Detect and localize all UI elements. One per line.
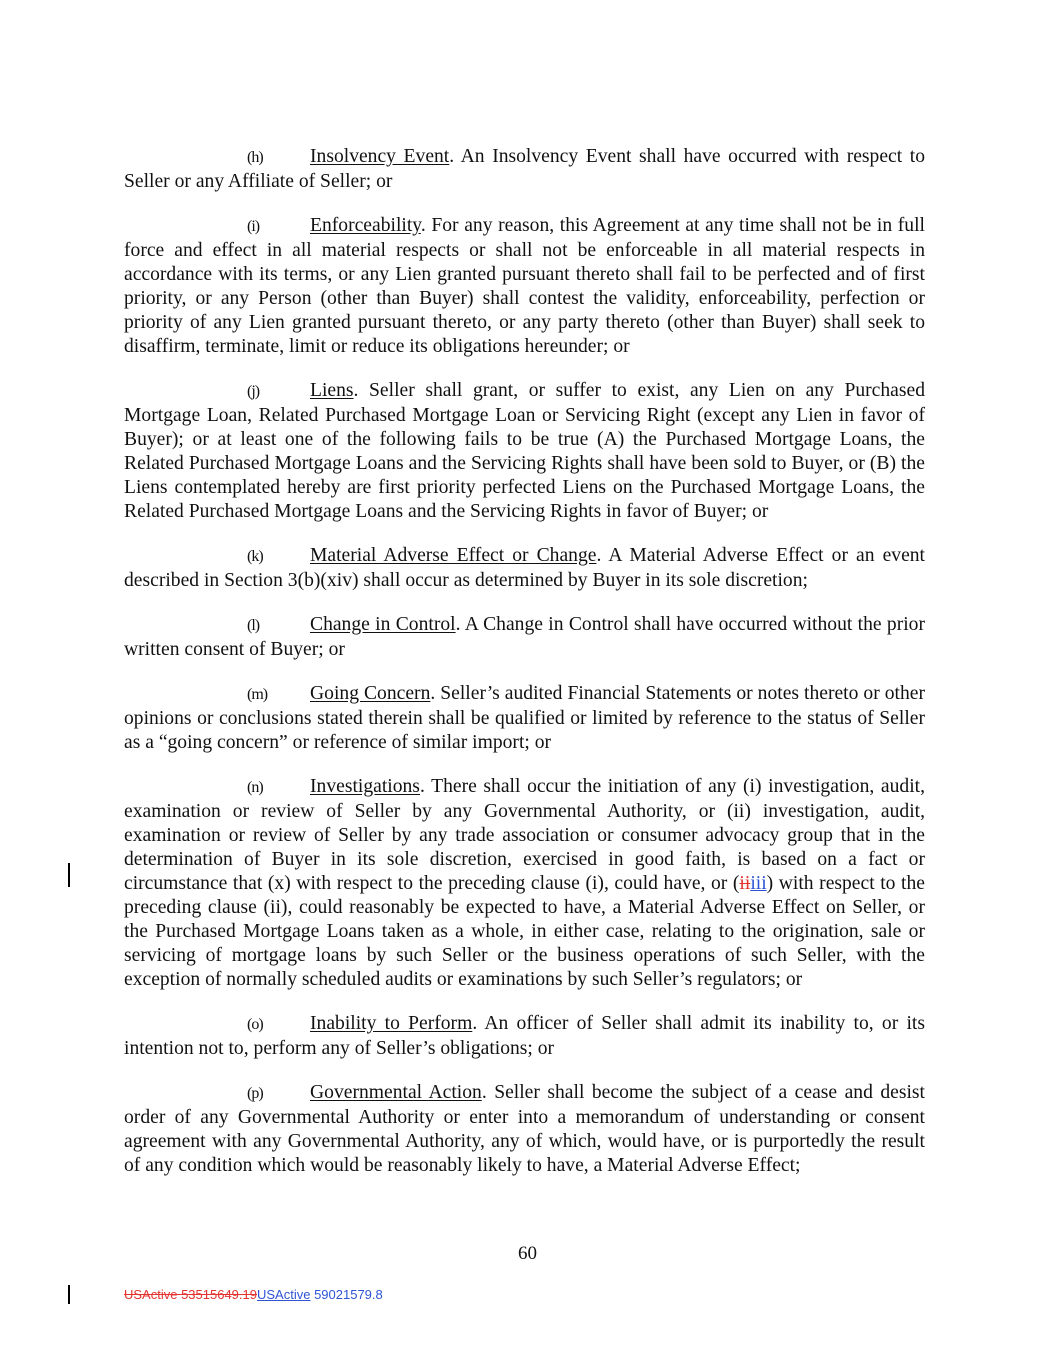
section-label: (l) [247, 617, 260, 634]
section-i [124, 214, 925, 359]
section-label: (i) [247, 218, 260, 235]
page-number: 60 [518, 1243, 537, 1264]
section-heading: Investigations [310, 776, 420, 797]
section-label: (p) [247, 1085, 263, 1102]
change-bar [68, 863, 70, 887]
section-m [124, 682, 925, 755]
section-label: (n) [247, 779, 263, 796]
section-heading: Enforceability [310, 215, 421, 236]
section-heading: Insolvency Event [310, 146, 450, 167]
section-o [124, 1012, 925, 1061]
section-label: (k) [247, 548, 263, 565]
footer-inserted-number: 59021579.8 [310, 1287, 383, 1302]
section-text: . For any reason, this Agreement at any time shall not be in full force and effect in all material respects or shall not be enforceable in all material respects in accordance with its terms, or any Lien granted pursuant thereto shall fail to be perfected and of first priority, or any Person (other than Buyer) shall contest the validity, enforceability, perfection or priority of any Lien granted pursuant thereto, or any party thereto (other than Buyer) shall seek to disaffirm, terminate, limit or reduce its obligations hereunder; or [124, 215, 925, 357]
section-heading: Change in Control [310, 614, 456, 635]
section-p [124, 1081, 925, 1178]
section-label: (o) [247, 1016, 263, 1033]
section-text: . Seller’s audited Financial Statements or notes thereto or other opinions or conclusions stated therein shall be qualified or limited by reference to the status of Seller as a “going concern” or reference of similar import; or [124, 683, 925, 753]
inserted-text: iii [750, 873, 767, 894]
deleted-text: ii [739, 873, 751, 894]
section-label: (m) [247, 686, 268, 703]
footer-inserted-name: USActive [256, 1287, 311, 1302]
section-heading: Governmental Action [310, 1082, 482, 1103]
section-text: . An officer of Seller shall admit its inability to, or its intention not to, perform any of Seller’s obligations; or [124, 1013, 925, 1059]
section-heading: Material Adverse Effect or Change [310, 545, 597, 566]
section-text: . A Material Adverse Effect or an event described in Section 3(b)(xiv) shall occur as determined by Buyer in its sole discretion; [124, 545, 926, 591]
section-text-continued: ) with respect to the preceding clause (ii), could reasonably be expected to have, a Material Adverse Effect on Seller, or the Purchased Mortgage Loans taken as a whole, in either case, relating to the origination, sale or servicing of mortgage loans by such Seller or the business operations of such Seller, with the exception of normally scheduled audits or examinations by such Seller’s regulators; or [124, 873, 925, 990]
document-body [124, 145, 925, 1178]
footer-deleted-id: USActive 53515649.19 [124, 1287, 257, 1302]
section-text: . Seller shall grant, or suffer to exist, any Lien on any Purchased Mortgage Loan, Related Purchased Mortgage Loan or Servicing Right (except any Lien in favor of Buyer); or at least one of the following fails to be true (A) the Purchased Mortgage Loans, the Related Purchased Mortgage Loans and the Servicing Rights shall have been sold to Buyer, or (B) the Liens contemplated hereby are first priority perfected Liens on the Purchased Mortgage Loans, the Related Purchased Mortgage Loans and the Servicing Rights in favor of Buyer; or [124, 380, 925, 522]
section-label: (h) [247, 149, 263, 166]
section-h [124, 145, 925, 194]
section-heading: Going Concern [310, 683, 431, 704]
document-footer [124, 1287, 383, 1302]
section-j [124, 379, 925, 524]
section-k [124, 544, 925, 593]
change-bar [68, 1285, 70, 1304]
section-text: . An Insolvency Event shall have occurred with respect to Seller or any Affiliate of Seller; or [124, 146, 925, 192]
section-n [124, 775, 925, 992]
section-text: . Seller shall become the subject of a cease and desist order of any Governmental Authority or enter into a memorandum of understanding or consent agreement with any Governmental Authority, any of which, would have, or is purportedly the result of any condition which would be reasonably likely to have, a Material Adverse Effect; [124, 1082, 925, 1176]
section-label: (j) [247, 383, 260, 400]
section-heading: Inability to Perform [310, 1013, 473, 1034]
section-text: . There shall occur the initiation of any (i) investigation, audit, examination or review of Seller by any Governmental Authority, or (ii) investigation, audit, examination or review of Seller by any trade association or consumer advocacy group that in the determination of Buyer in its sole discretion, exercised in good faith, is based on a fact or circumstance that (x) with respect to the preceding clause (i), could have, or ( [124, 776, 925, 894]
section-text: . A Change in Control shall have occurred without the prior written consent of Buyer; or [124, 614, 925, 660]
section-heading: Liens [310, 380, 354, 401]
section-l [124, 613, 925, 662]
